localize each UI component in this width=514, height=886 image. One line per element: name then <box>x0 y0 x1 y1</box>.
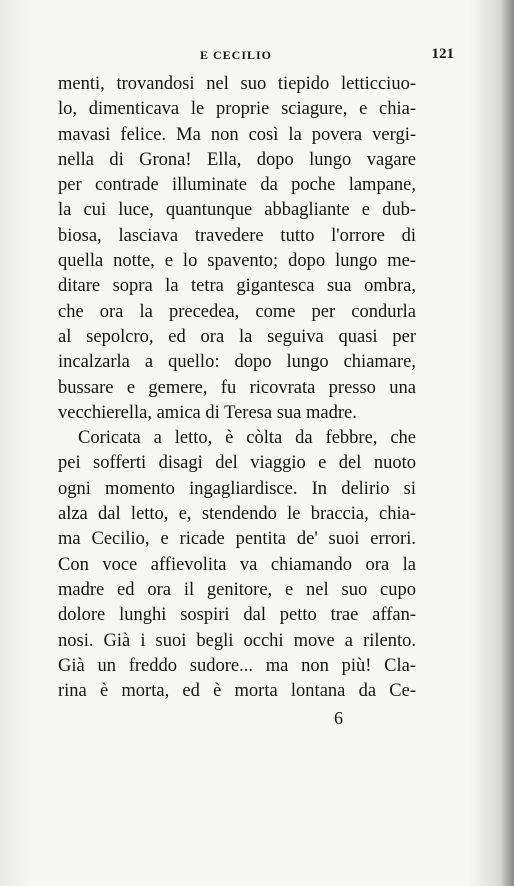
text-line: Coricata a letto, è còlta da febbre, che <box>78 428 416 449</box>
text-line: madre ed ora il genitore, e nel suo cupo <box>58 579 416 600</box>
text-line: Già un freddo sudore... ma non più! Cla- <box>58 655 416 676</box>
running-head <box>60 46 454 68</box>
text-line: pei sofferti disagi del viaggio e del nuoto <box>58 453 416 474</box>
text-line: nosi. Già i suoi begli occhi move a rilento. <box>58 630 416 651</box>
text-line: rina è morta, ed è morta lontana da Ce- <box>58 681 416 702</box>
text-line: la cui luce, quantunque abbagliante e dub- <box>58 200 416 221</box>
text-line: al sepolcro, ed ora la seguiva quasi per <box>58 326 416 347</box>
text-line: quella notte, e lo spavento; dopo lungo me- <box>58 251 416 272</box>
text-line: ditare sopra la tetra gigantesca sua ombra, <box>58 276 416 297</box>
text-line: che ora la precedea, come per condurla <box>58 301 416 322</box>
text-line: vecchierella, amica di Teresa sua madre. <box>58 402 357 423</box>
text-line: lo, dimenticava le proprie sciagure, e chia- <box>58 99 416 120</box>
text-line: mavasi felice. Ma non così la povera vergi- <box>58 124 416 145</box>
text-line: ogni momento ingagliardisce. In delirio si <box>58 478 416 499</box>
signature-mark: 6 <box>334 708 343 728</box>
page-edge-shadow <box>500 0 514 886</box>
paragraph-2 <box>58 426 416 704</box>
paragraph-1 <box>58 72 416 426</box>
text-line: Con voce affievolita va chiamando ora la <box>58 554 416 575</box>
text-line: biosa, lasciava travedere tutto l'orrore di <box>58 225 416 246</box>
running-head-title: E CECILIO <box>200 48 273 62</box>
text-line: alza dal letto, e, stendendo le braccia, chia- <box>58 504 416 525</box>
text-line: bussare e gemere, fu ricovrata presso una <box>58 377 416 398</box>
text-line: per contrade illuminate da poche lampane, <box>58 175 416 196</box>
page-number: 121 <box>431 46 454 62</box>
text-line: incalzarla a quello: dopo lungo chiamare, <box>58 352 416 373</box>
text-line: dolore lunghi sospiri dal petto trae affan- <box>58 605 416 626</box>
text-line: nella di Grona! Ella, dopo lungo vagare <box>58 149 416 170</box>
text-line: ma Cecilio, e ricade pentita de' suoi errori. <box>58 529 416 550</box>
body-text <box>58 72 416 704</box>
text-line: menti, trovandosi nel suo tiepido letticciuo- <box>58 74 416 94</box>
